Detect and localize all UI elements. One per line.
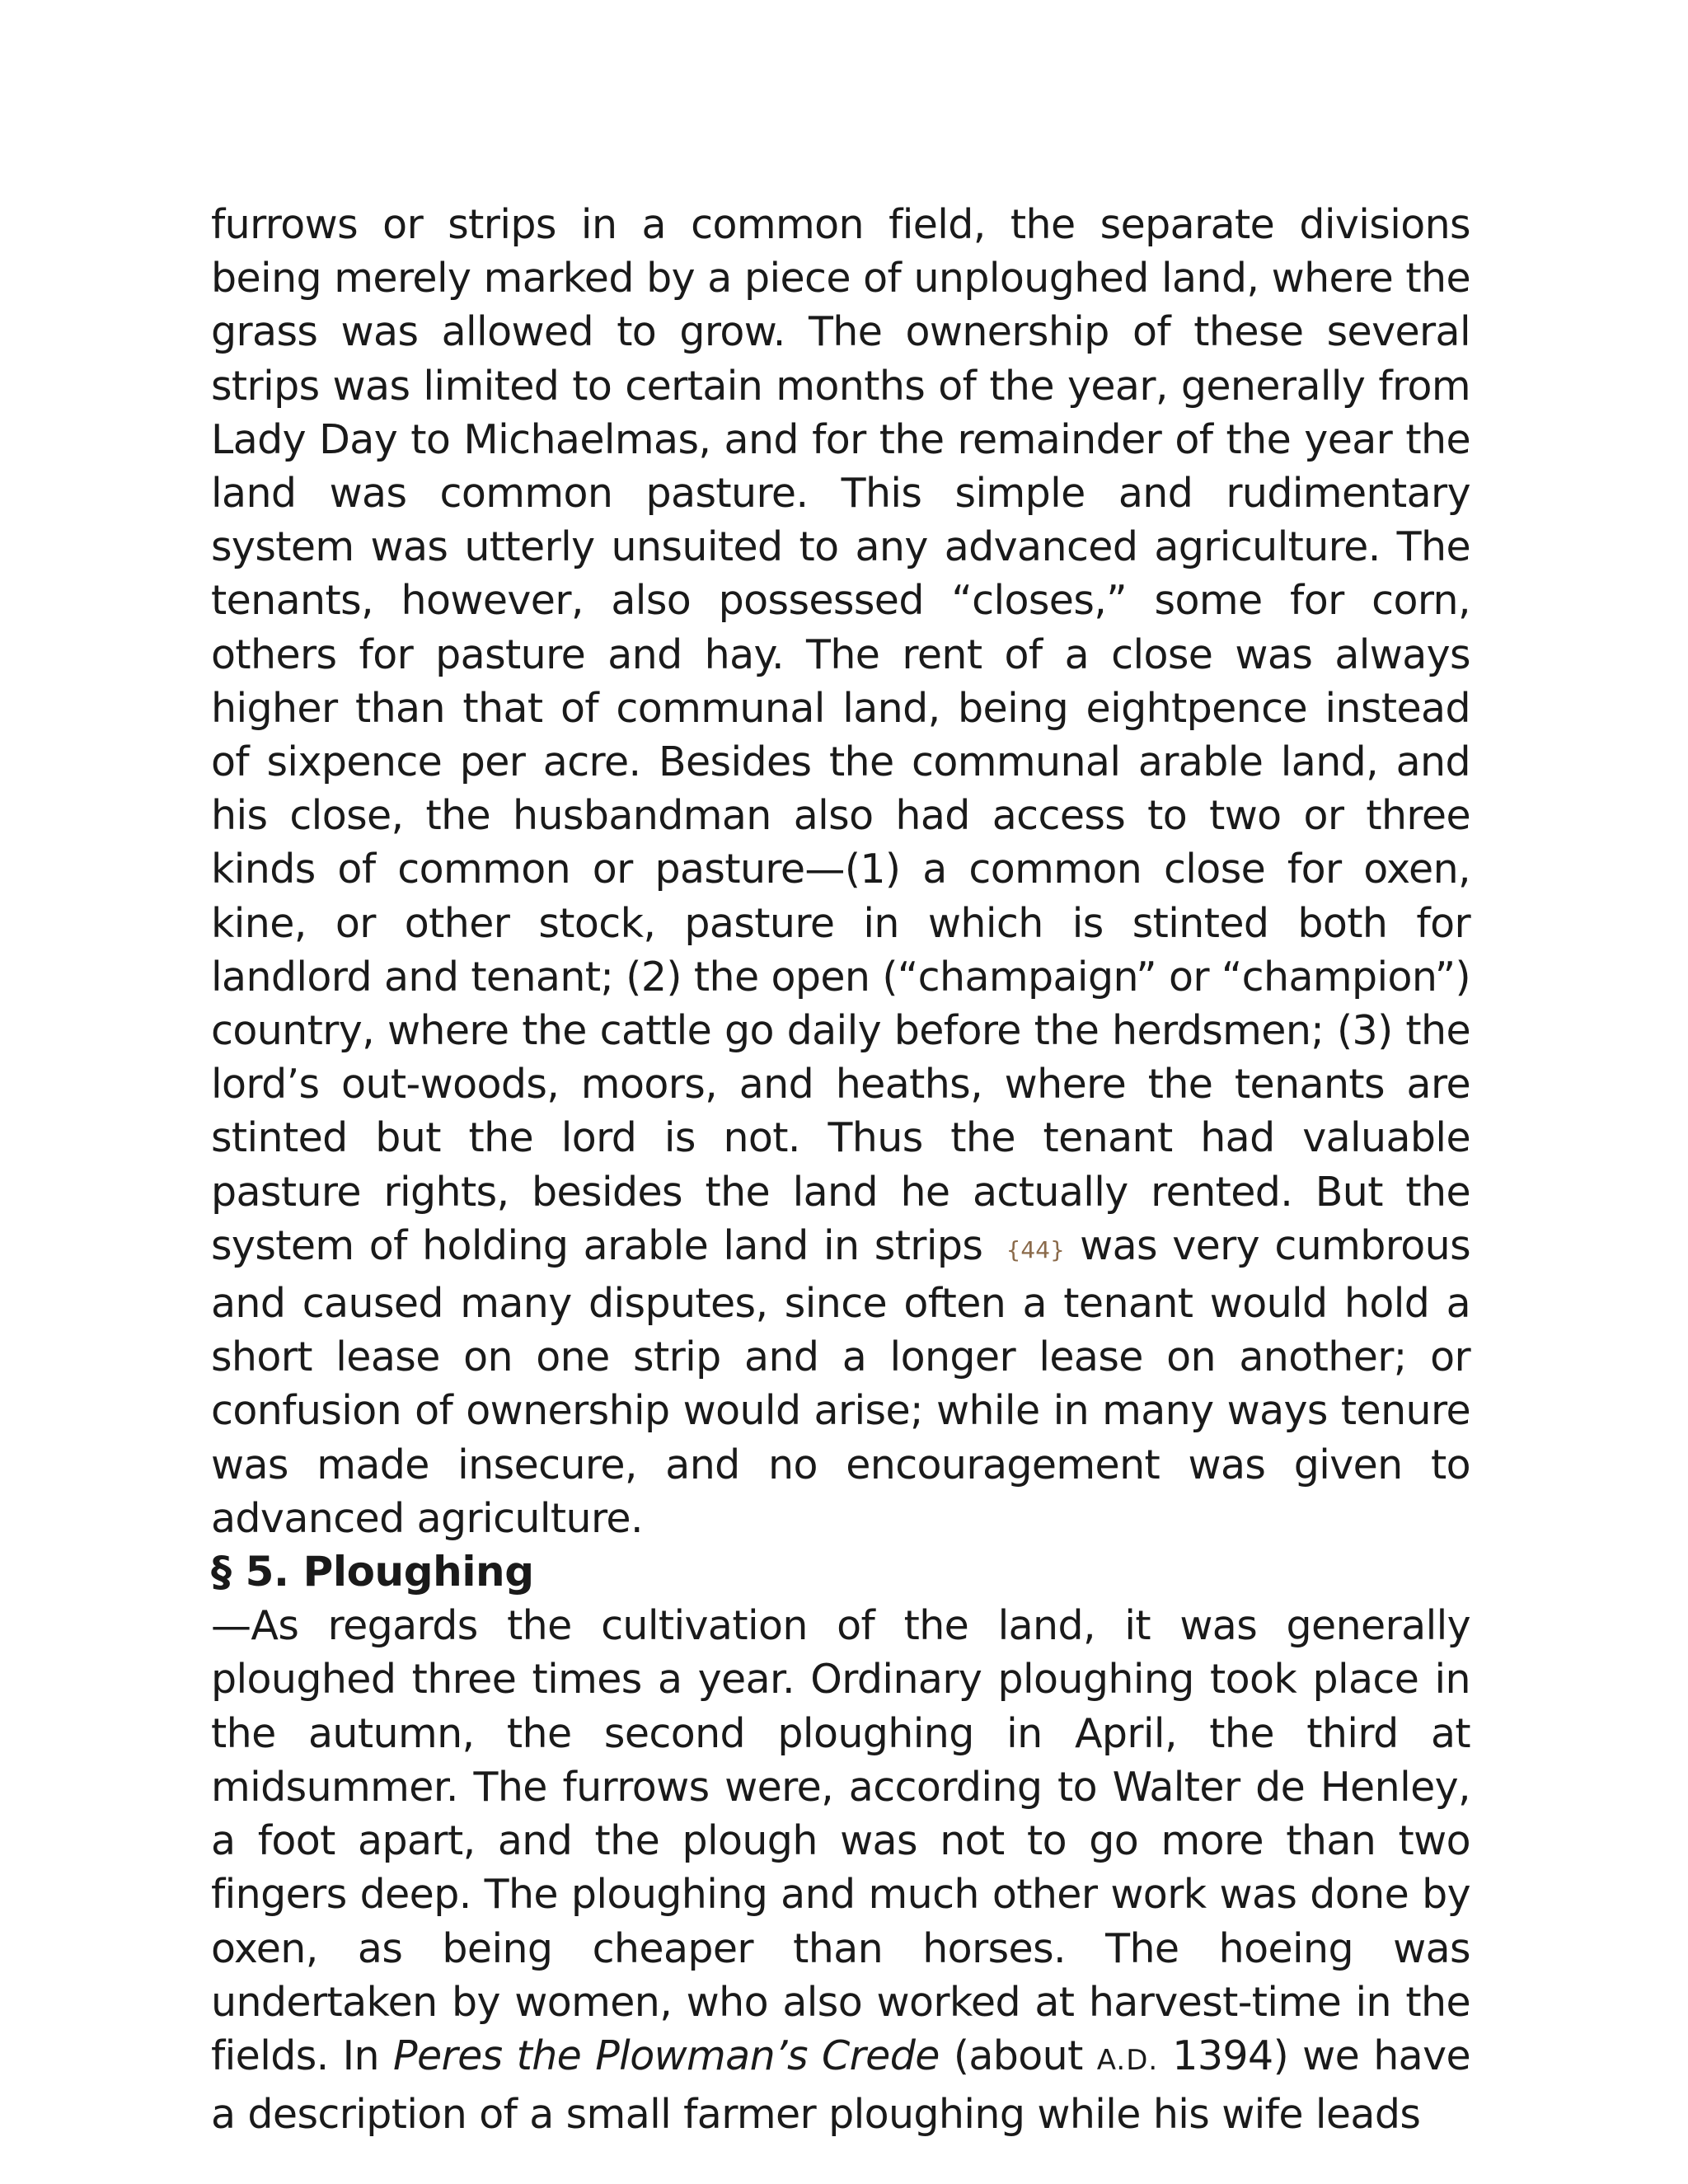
document-page (211, 198, 1470, 2141)
era-abbreviation: A.D. (1096, 2043, 1159, 2077)
paragraph-text: (about (953, 2032, 1083, 2079)
body-paragraph (211, 198, 1470, 1545)
paragraph-text: furrows or strips in a common field, the separate divisions being merely marked by a piece of unploughed land, where the grass was allowed to grow. The ownership of these several strips was limited to certain months of the year, generally from Lady Day to Michaelmas, and for the remainder of the year the land was common pasture. This simple and rudimentary system was utterly unsuited to any advanced agriculture. The tenants, however, also possessed “closes,” some for corn, others for pasture and hay. The rent of a close was always higher than that of communal land, being eightpence instead of sixpence per acre. Besides the communal arable land, and his close, the husbandman also had access to two or three kinds of common or pasture—(1) a common close for oxen, kine, or other stock, pasture in which is stinted both for landlord and tenant; (2) the open (“champaign” or “champion”) country, where the cattle go daily before the herdsmen; (3) the lord’s out-woods, moors, and heaths, where the tenants are stinted but the lord is not. Thus the tenant had valuable pasture rights, besides the land he actually rented. But the system of holding arable land in strips (211, 201, 1471, 1269)
paragraph-text: 1394) we have a description of a small farmer ploughing while his wife leads (211, 2032, 1471, 2139)
page-number-marker[interactable]: {44} (1006, 1235, 1065, 1263)
paragraph-text: was very cumbrous and caused many disputes, since often a tenant would hold a short lease on one strip and a longer lease on another; or confusion of ownership would arise; while in many ways tenure was made insecure, and no encouragement was given to advanced agriculture. (211, 1221, 1471, 1542)
body-paragraph (211, 1599, 1470, 2141)
paragraph-text: —As regards the cultivation of the land, it was generally ploughed three times a year. Ordinary ploughing took place in the autumn, the second ploughing in April, the third at midsummer. The furrows were, according to Walter de Henley, a foot apart, and the plough was not to go more than two fingers deep. The ploughing and much other work was done by oxen, as being cheaper than horses. The hoeing was undertaken by women, who also worked at harvest-time in the fields. In (211, 1602, 1470, 2079)
section-heading: § 5. Ploughing (211, 1548, 534, 1596)
book-title: Peres the Plowman’s Crede (393, 2032, 940, 2079)
